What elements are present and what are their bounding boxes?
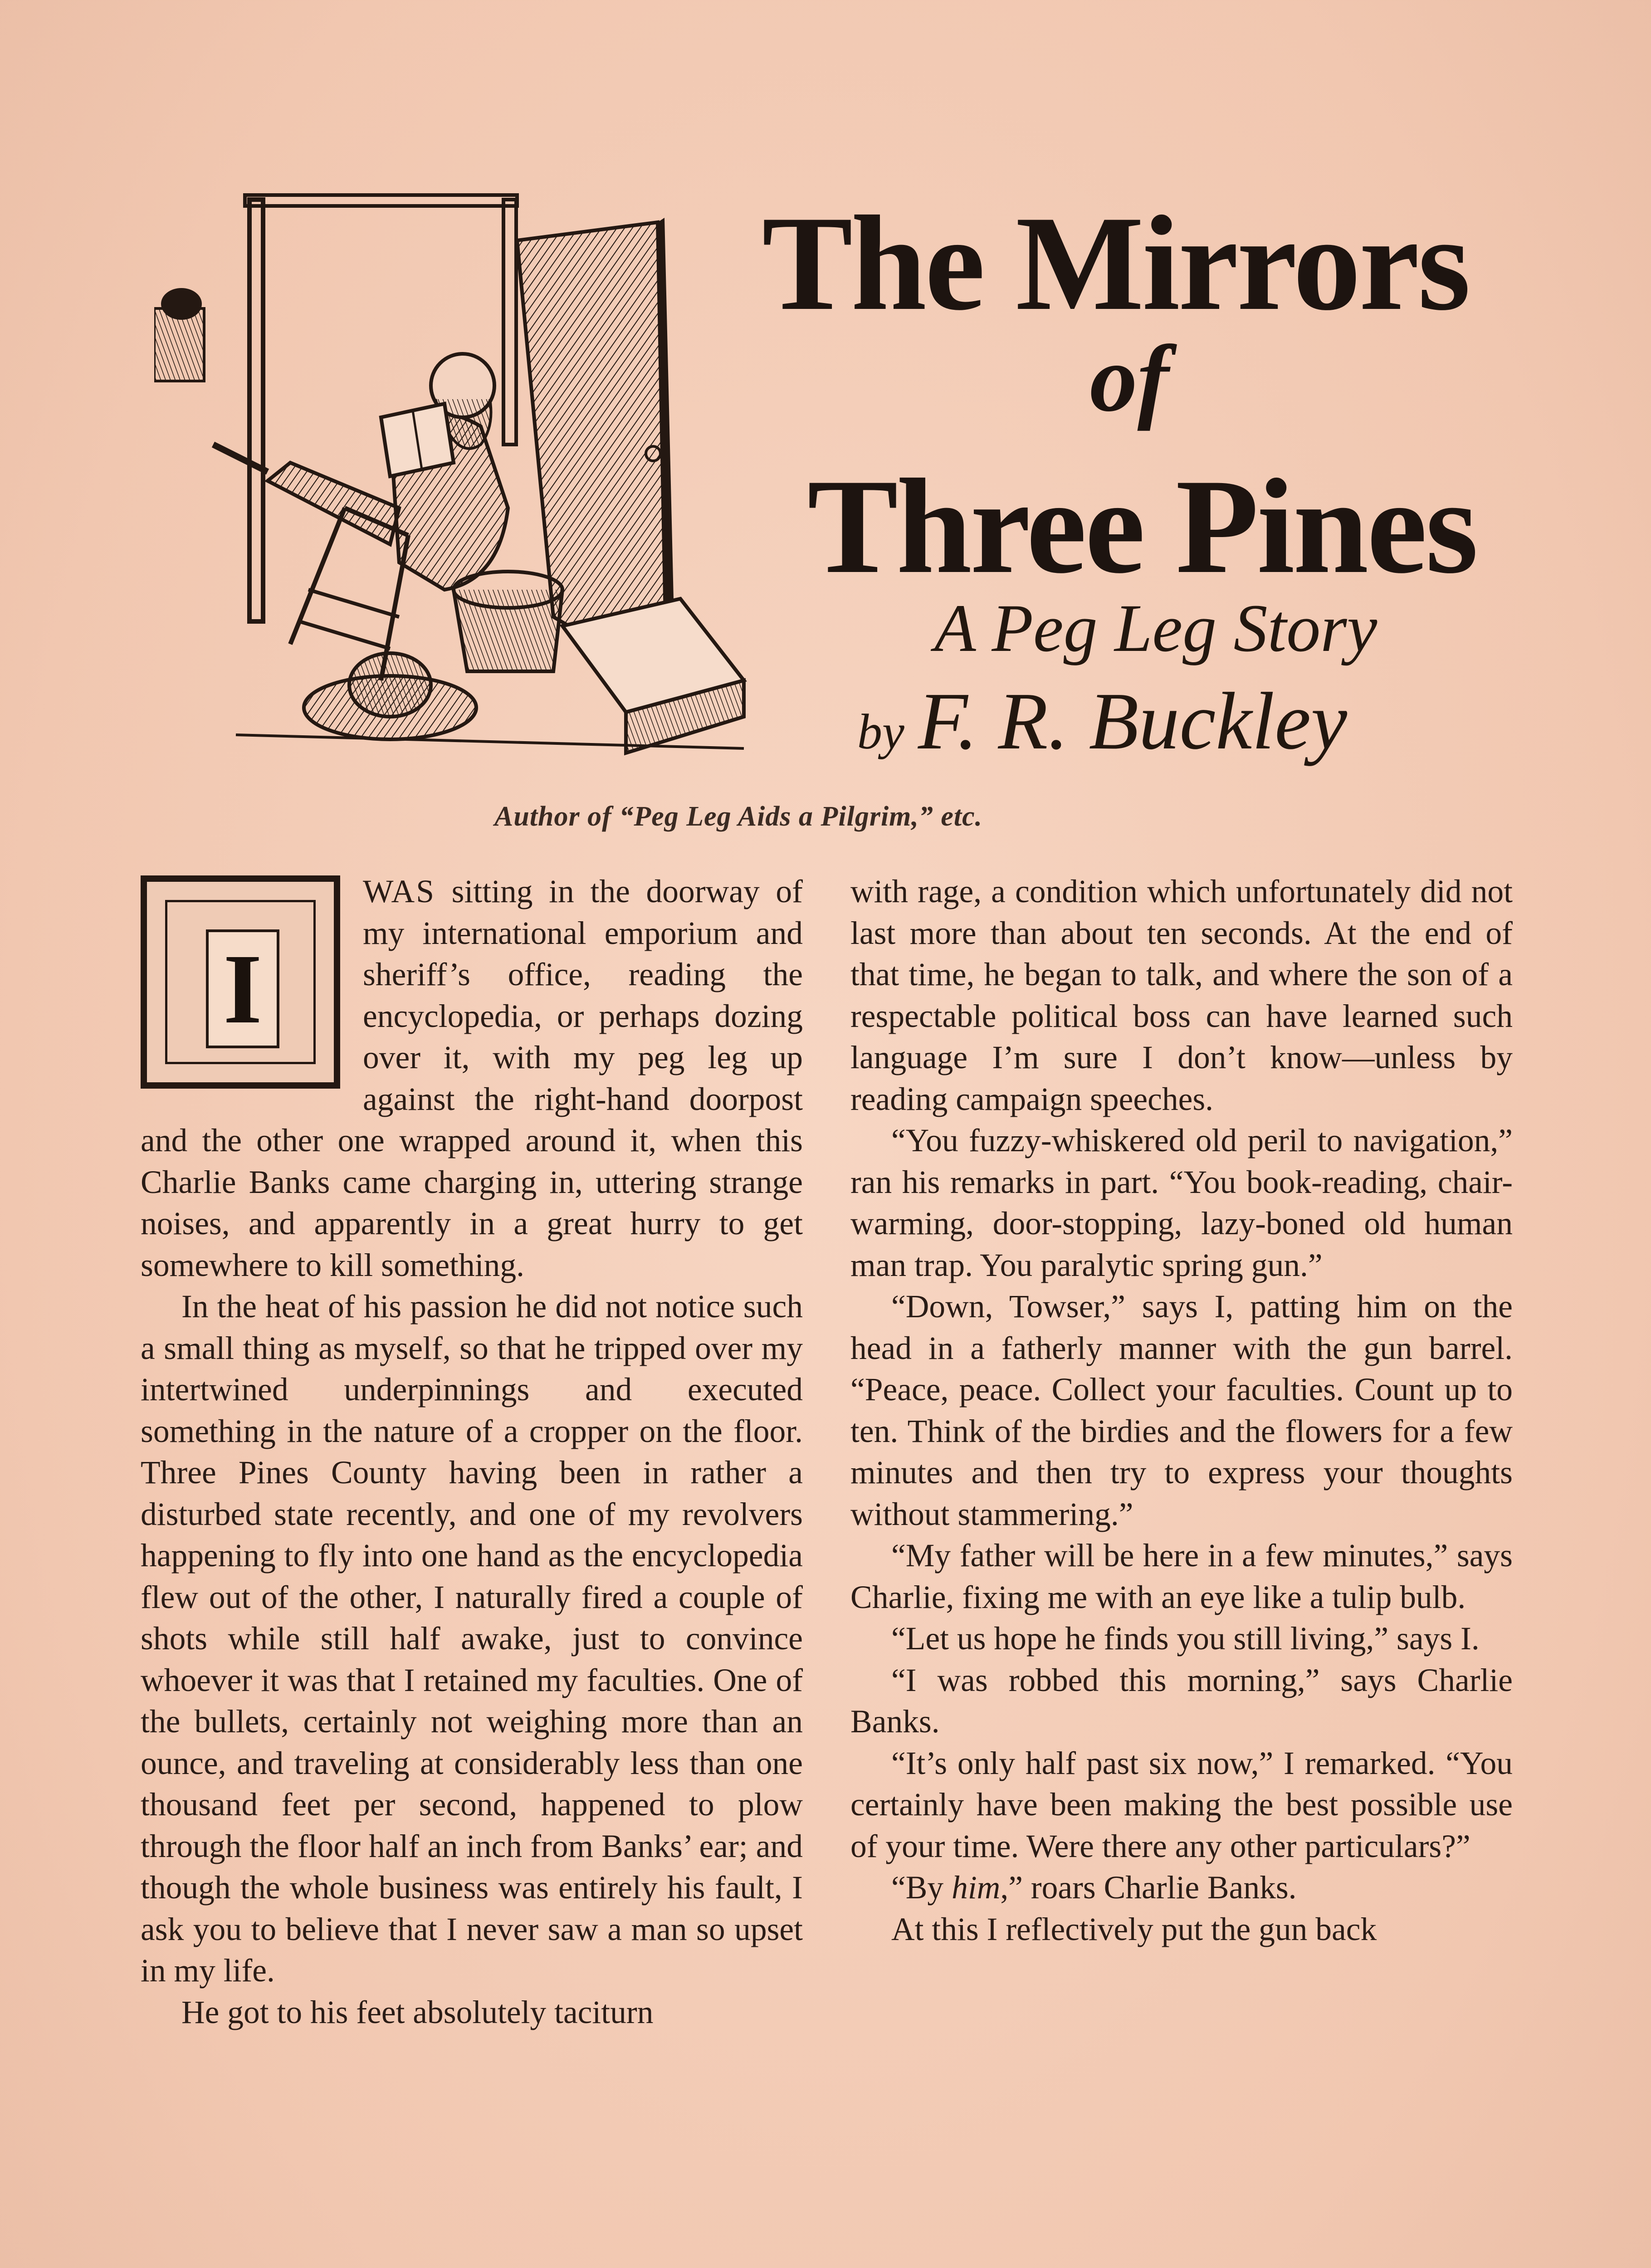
paragraph-text: “By bbox=[891, 1870, 952, 1906]
paragraph: “You fuzzy-whiskered old peril to navigation,” ran his remarks in part. “You book-reading, chair-warming, door-stopping, lazy-boned old human man trap. You paralytic spring gun.” bbox=[850, 1123, 1513, 1283]
emphasis: him bbox=[952, 1870, 1001, 1906]
story-subtitle: A Peg Leg Story bbox=[934, 591, 1377, 666]
paragraph: with rage, a condition which unfortunately did not last more than about ten seconds. At the end of that time, he began to talk, and where the son of a respectable political boss can have learned such language I’m sure I don’t know—unless by reading campaign speeches. bbox=[850, 874, 1513, 1117]
paragraph-text: ,” roars Charlie Banks. bbox=[1000, 1870, 1297, 1906]
paragraph: “I was robbed this morning,” says Charlie Banks. bbox=[850, 1662, 1513, 1740]
left-column bbox=[141, 871, 803, 2033]
byline bbox=[857, 676, 1583, 766]
paragraph bbox=[850, 1867, 1513, 1909]
right-column bbox=[850, 871, 1513, 1950]
lead-word: WAS bbox=[363, 874, 435, 909]
author-note: Author of “Peg Leg Aids a Pilgrim,” etc. bbox=[494, 801, 983, 832]
title-line-1: The Mirrors bbox=[762, 188, 1469, 338]
title-line-3: Three Pines bbox=[807, 451, 1477, 601]
title-block bbox=[708, 181, 1524, 826]
paragraph: “My father will be here in a few minutes,” says Charlie, fixing me with an eye like a tulip bulb. bbox=[850, 1538, 1513, 1615]
paragraph: “Down, Towser,” says I, patting him on the head in a fatherly manner with the gun barrel. “Peace, peace. Collect your faculties. Count up to ten. Think of the birdies and the flowers for a few minutes and then try to express your thoughts without stammering.” bbox=[850, 1289, 1513, 1532]
drop-cap-letter: I bbox=[206, 929, 279, 1048]
paragraph: “Let us hope he finds you still living,” says I. bbox=[891, 1621, 1480, 1657]
byline-author: F. R. Buckley bbox=[918, 676, 1348, 766]
title-line-2: of bbox=[1089, 326, 1169, 431]
byline-prefix: by bbox=[857, 704, 904, 759]
paragraph: “It’s only half past six now,” I remarked. “You certainly have been making the best possible use of your time. Were there any other particulars?” bbox=[850, 1745, 1513, 1864]
paragraph: He got to his feet absolutely taciturn bbox=[181, 1994, 654, 2030]
paragraph: At this I reflectively put the gun back bbox=[891, 1911, 1377, 1947]
paragraph-text: sitting in the doorway of my international emporium and sheriff’s office, reading the encyclopedia, or perhaps dozing over it, with my peg leg up against the right-hand doorpost and the other one wrapped around it, when this Charlie Banks came charging in, uttering strange noises, and apparently in a great hurry to get somewhere to kill something. bbox=[141, 874, 803, 1283]
paragraph: In the heat of his passion he did not notice such a small thing as myself, so that he tripped over my intertwined underpinnings and executed something in the nature of a cropper on the floor. Three Pines County having been in rather a disturbed state recently, and one of my revolvers happening to fly into one hand as the encyclopedia flew out of the other, I naturally fired a couple of shots while still half awake, just to convince whoever it was that I retained my faculties. One of the bullets, certainly not weighing more than an ounce, and traveling at considerably less than one thousand feet per second, happened to plow through the floor half an inch from Banks’ ear; and though the whole business was entirely his fault, I ask you to believe that I never saw a man so upset in my life. bbox=[141, 1289, 803, 1989]
drop-cap bbox=[141, 875, 340, 1089]
